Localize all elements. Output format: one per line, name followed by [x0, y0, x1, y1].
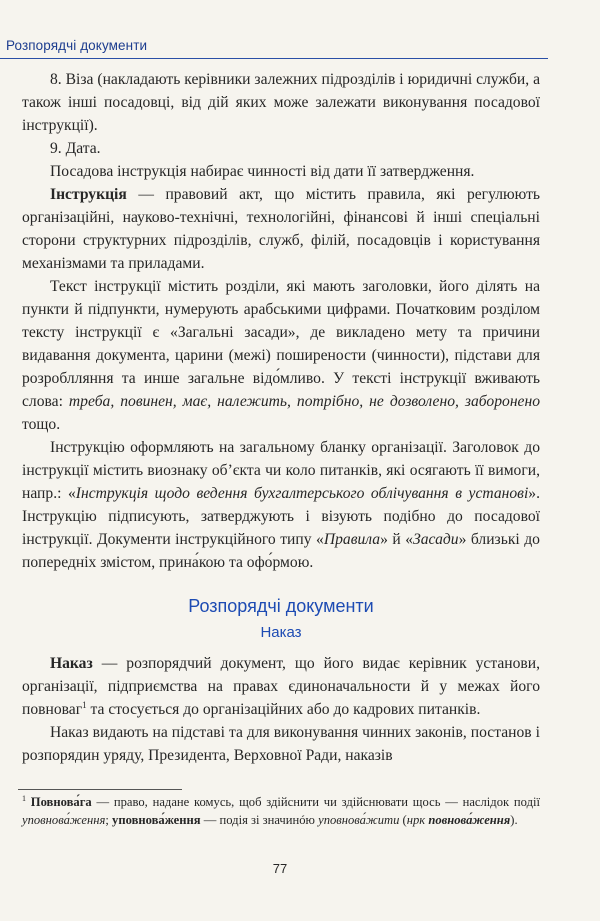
paragraph-nakaz-definition: Наказ — розпорядчий документ, що його видає керівник установи, організації, підприємства на правах єдиноначальности й у межах його повноваг$^1$ та стосується до організаційних або до кадрових питанків.: [22, 655, 540, 718]
example-title: Інструкція щодо ведення бухгалтерського облічування в установі: [75, 485, 529, 502]
term-instruktsiia: Інструкція: [50, 186, 127, 203]
modal-words: треба, повинен, має, належить, потрібно, не дозволено, заборонено: [68, 393, 541, 410]
paragraph-instruction-structure: Текст інструкції містить розділи, які мають заголовки, його ділять на пункти й підпункти, нумерують арабськими цифрами. Початковим розділом тексту інструкції є «Загальні засади», де викладено мету та причини видавання документа, царини (межі) поширености (чинности), підстави для розроблляння та инше загальне відо́мливо. У тексті інструкції вживають слова: треба, повинен, має, належить, потрібно, не дозволено, заборонено тощо.: [22, 278, 541, 433]
list-item-9: 9. Дата.: [50, 140, 101, 157]
doc-type-pravyla: Правила: [323, 531, 381, 548]
body-text: [22, 68, 540, 767]
footnote-ref: 1: [82, 699, 87, 710]
footnote: $^1$ Повнова́га — право, надане комусь, щоб здійснити чи здійснювати щось — наслідок події уповнова́ження; уповнова́ження — подія зі значинóю уповнова́жити (нрк повнова́ження).: [22, 793, 540, 827]
section-heading: Розпорядчі документи: [188, 596, 374, 616]
footnote-mark: 1: [22, 793, 26, 803]
page-number: 77: [272, 861, 288, 876]
term-nakaz: Наказ: [50, 655, 93, 672]
list-item-8: 8. Віза (накладають керівники залежних підрозділів і юридичні служби, а також інші посадовці, від дій яких може залежати виконування посадової інструкції).: [22, 71, 540, 134]
subsection-heading: Наказ: [260, 624, 302, 641]
doc-type-zasady: Засади: [413, 531, 459, 548]
paragraph-instruction-definition: Інструкція — правовий акт, що містить правила, які регулюють організаційні, науково-технічні, технологійні, фінансові й інші спеціальні сторони структурних підрозділів, служб, філій, посадовців і користування механізмами та приладами.: [22, 186, 540, 272]
paragraph-validity: Посадова інструкція набирає чинності від дати її затвердження.: [50, 163, 475, 180]
header-rule: [0, 58, 548, 59]
footnote-rule: [18, 789, 182, 790]
running-head: Розпорядчі документи: [6, 38, 148, 53]
paragraph-nakaz-basis: Наказ видають на підставі та для виконування чинних законів, постанов і розпорядин уряду, Президента, Верховної Ради, наказів: [22, 724, 540, 764]
paragraph-instruction-form: Інструкцію оформляють на загальному бланку організації. Заголовок до інструкції містить виознаку об’єкта чи коло питанків, які осягають її вимоги, напр.: «Інструкція щодо ведення бухгалтерського облічування в установі». Інструкцію підписують, затверджують і візують подібно до посадової інструкції. Документи інструкційного типу «Правила» й «Засади» близькі до попередніх змістом, прина́кою та офо́рмою.: [22, 439, 540, 571]
